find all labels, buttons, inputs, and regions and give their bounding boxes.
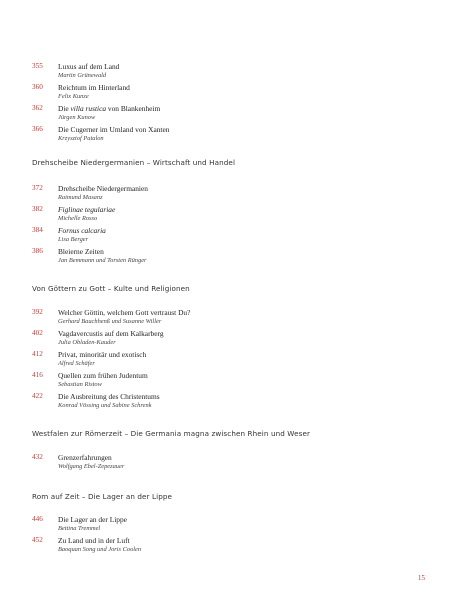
entry-title: Quellen zum frühen Judentum bbox=[58, 371, 148, 380]
entry-page-number: 446 bbox=[32, 515, 43, 523]
entry-page-number: 392 bbox=[32, 308, 43, 316]
section-heading: Rom auf Zeit – Die Lager an der Lippe bbox=[32, 492, 173, 501]
section-heading: Westfalen zur Römerzeit – Die Germania magna zwischen Rhein und Weser bbox=[32, 429, 311, 438]
entry-page-number: 372 bbox=[32, 184, 43, 192]
toc-entry[interactable] bbox=[32, 247, 432, 268]
entry-author: Wolfgang Ebel-Zepezauer bbox=[58, 463, 125, 470]
entry-page-number: 422 bbox=[32, 392, 43, 400]
entry-author: Krzysztof Patalon bbox=[58, 135, 104, 142]
entry-title-italic: Fornus calcaria bbox=[58, 226, 106, 235]
entry-title: Zu Land und in der Luft bbox=[58, 536, 130, 545]
entry-title: Drehscheibe Niedergermanien bbox=[58, 184, 148, 193]
entry-title-part: von Blankenheim bbox=[106, 104, 161, 113]
toc-entry[interactable] bbox=[32, 371, 432, 392]
entry-page-number: 382 bbox=[32, 205, 43, 213]
entry-author: Bettina Tremmel bbox=[58, 525, 101, 532]
toc-entry[interactable] bbox=[32, 62, 432, 83]
entry-page-number: 360 bbox=[32, 83, 43, 91]
entry-title bbox=[58, 226, 106, 235]
entry-author: Martin Grünewald bbox=[58, 72, 107, 79]
toc-entry[interactable] bbox=[32, 184, 432, 205]
toc-entry[interactable] bbox=[32, 226, 432, 247]
entry-title-italic: Figlinae tegulariae bbox=[58, 205, 116, 214]
toc-entry[interactable] bbox=[32, 104, 432, 125]
entry-page-number: 432 bbox=[32, 453, 43, 461]
entry-title: Grenzerfahrungen bbox=[58, 453, 112, 462]
toc-entry[interactable] bbox=[32, 453, 432, 474]
entry-title-italic: villa rustica bbox=[70, 104, 107, 113]
entry-page-number: 362 bbox=[32, 104, 43, 112]
entry-title: Vagdavercustis auf dem Kalkarberg bbox=[58, 329, 164, 338]
entry-page-number: 452 bbox=[32, 536, 43, 544]
entry-title: Luxus auf dem Land bbox=[58, 62, 120, 71]
entry-page-number: 402 bbox=[32, 329, 43, 337]
entry-title: Reichtum im Hinterland bbox=[58, 83, 130, 92]
entry-author: Gerhard Bauchhenß und Susanne Willer bbox=[58, 318, 162, 325]
page-number: 15 bbox=[417, 574, 425, 582]
toc-section-continuation bbox=[32, 62, 432, 146]
section-heading: Drehscheibe Niedergermanien – Wirtschaft und Handel bbox=[32, 158, 236, 167]
entry-page-number: 384 bbox=[32, 226, 43, 234]
entry-title: Die Lager an der Lippe bbox=[58, 515, 127, 524]
toc-section bbox=[32, 308, 432, 413]
entry-title: Welcher Göttin, welchem Gott vertraust Du? bbox=[58, 308, 191, 317]
entry-author: Baoquan Song und Joris Coolen bbox=[58, 546, 142, 553]
entry-author: Konrad Vössing und Sabine Schrenk bbox=[58, 402, 152, 409]
toc-entry[interactable] bbox=[32, 515, 432, 536]
toc-entry[interactable] bbox=[32, 125, 432, 146]
toc-entry[interactable] bbox=[32, 83, 432, 104]
entry-page-number: 366 bbox=[32, 125, 43, 133]
entry-page-number: 412 bbox=[32, 350, 43, 358]
entry-title bbox=[58, 104, 160, 113]
entry-author: Michelle Rosso bbox=[58, 215, 98, 222]
entry-page-number: 386 bbox=[32, 247, 43, 255]
entry-title bbox=[58, 205, 115, 214]
toc-section bbox=[32, 515, 432, 557]
entry-title: Privat, minoritär und exotisch bbox=[58, 350, 147, 359]
entry-title: Bleierne Zeiten bbox=[58, 247, 104, 256]
entry-author: Lisa Berger bbox=[58, 236, 89, 243]
entry-page-number: 355 bbox=[32, 62, 43, 70]
entry-author: Raimund Masanz bbox=[58, 194, 103, 201]
toc-entry[interactable] bbox=[32, 308, 432, 329]
toc-section bbox=[32, 453, 432, 474]
entry-author: Jan Bemmann und Torsten Rünger bbox=[58, 257, 147, 264]
entry-title-part: Die bbox=[58, 104, 71, 113]
entry-author: Julia Obladen-Kauder bbox=[58, 339, 116, 346]
entry-author: Felix Kunze bbox=[58, 93, 89, 100]
section-heading: Von Göttern zu Gott – Kulte und Religionen bbox=[32, 284, 190, 293]
entry-title: Die Ausbreitung des Christentums bbox=[58, 392, 160, 401]
entry-title: Die Cugerner im Umland von Xanten bbox=[58, 125, 170, 134]
toc-entry[interactable] bbox=[32, 350, 432, 371]
toc-entry[interactable] bbox=[32, 205, 432, 226]
entry-page-number: 416 bbox=[32, 371, 43, 379]
toc-section bbox=[32, 184, 432, 268]
entry-author: Jürgen Kunow bbox=[58, 114, 96, 121]
toc-entry[interactable] bbox=[32, 329, 432, 350]
entry-author: Alfred Schäfer bbox=[58, 360, 95, 367]
toc-entry[interactable] bbox=[32, 392, 432, 413]
entry-author: Sebastian Ristow bbox=[58, 381, 102, 388]
toc-entry[interactable] bbox=[32, 536, 432, 557]
